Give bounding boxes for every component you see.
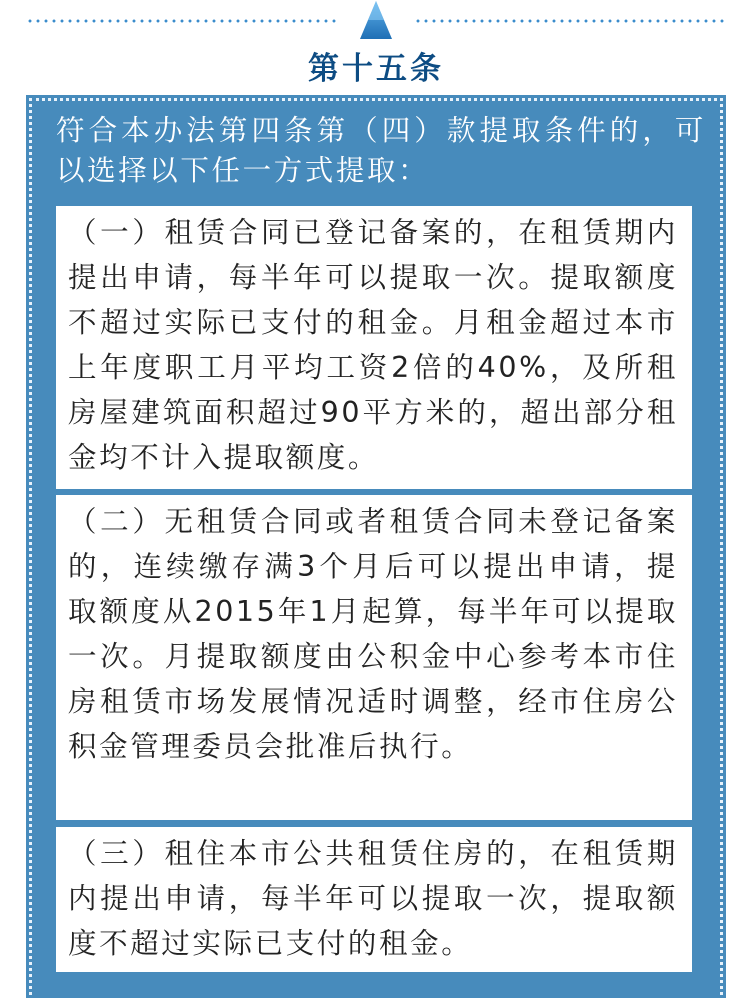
dotted-divider-right [414, 19, 726, 23]
option-text-1: （一）租赁合同已登记备案的，在租赁期内提出申请，每半年可以提取一次。提取额度不超过实际已支付的租金。月租金超过本市上年度职工月平均工资2倍的40%，及所租房屋建筑面积超过90平方米的，超出部分租金均不计入提取额度。 [68, 216, 678, 474]
dotted-divider-left [26, 19, 338, 23]
option-card-1 [56, 206, 692, 489]
option-card-2 [56, 495, 692, 820]
intro-text: 符合本办法第四条第（四）款提取条件的，可以选择以下任一方式提取： [56, 114, 706, 187]
content-panel [26, 95, 726, 998]
triangle-up-icon [358, 0, 394, 42]
option-text-2: （二）无租赁合同或者租赁合同未登记备案的，连续缴存满3个月后可以提出申请，提取额度从2015年1月起算，每半年可以提取一次。月提取额度由公积金中心参考本市住房租赁市场发展情况适时调整，经市住房公积金管理委员会批准后执行。 [68, 505, 678, 763]
option-card-3 [56, 827, 692, 972]
option-text-3: （三）租住本市公共租赁住房的，在租赁期内提出申请，每半年可以提取一次，提取额度不超过实际已支付的租金。 [68, 837, 678, 960]
header [0, 0, 752, 95]
article-title: 第十五条 [308, 51, 444, 87]
